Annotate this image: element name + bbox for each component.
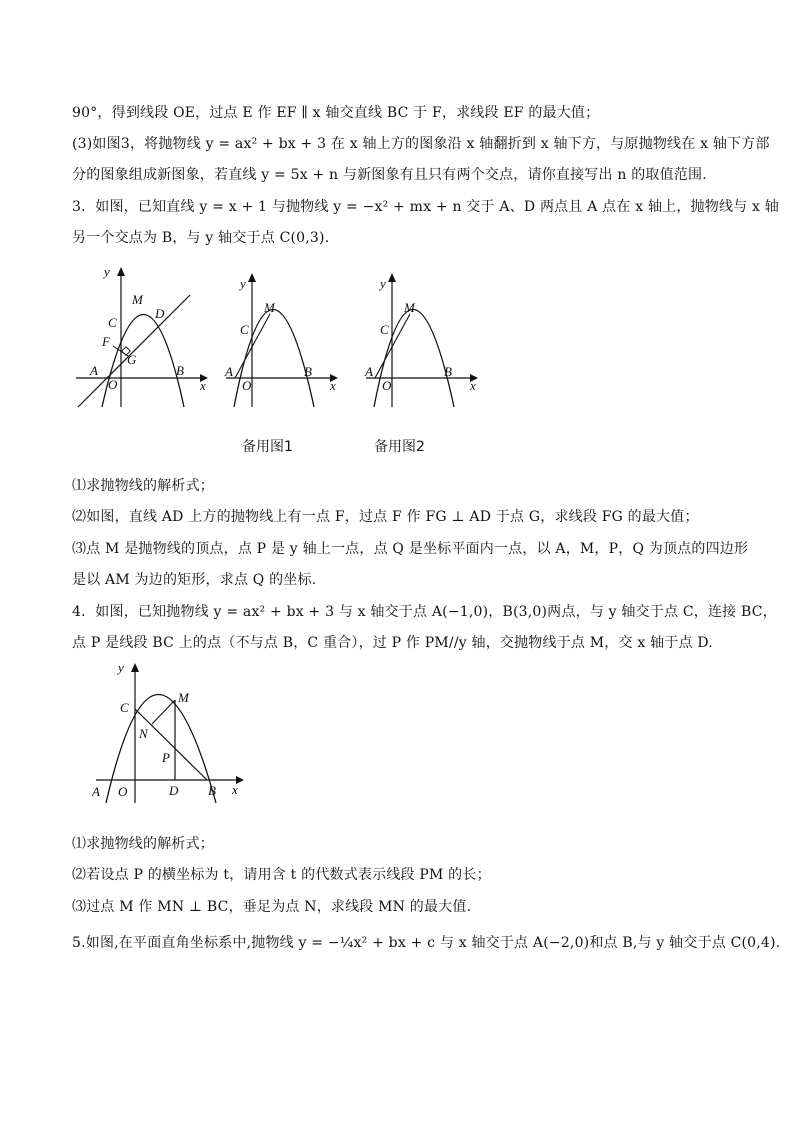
fig3-label-x: x xyxy=(200,378,206,393)
fig4-label-B: B xyxy=(208,783,216,798)
spare1-label-x: x xyxy=(330,378,336,393)
problem3-text-line2: 另一个交点为 B，与 y 轴交于点 C(0,3). xyxy=(72,230,330,246)
fig3-label-M: M xyxy=(132,292,143,307)
fig4-label-N: N xyxy=(139,726,148,741)
spare1-label-O: O xyxy=(242,378,252,393)
spare2-label-y: y xyxy=(380,276,386,291)
problem3-part3-line1: ⑶点 M 是抛物线的顶点，点 P 是 y 轴上一点，点 Q 是坐标平面内一点，以 A，M，P，Q 为顶点的四边形 xyxy=(72,541,749,557)
problem2-part3-line1: (3)如图3，将抛物线 y = ax² + bx + 3 在 x 轴上方的图象沿 x 轴翻折到 x 轴下方，与原抛物线在 x 轴下方部 xyxy=(72,136,770,152)
problem3-part2: ⑵如图，直线 AD 上方的抛物线上有一点 F，过点 F 作 FG ⊥ AD 于点 G，求线段 FG 的最大值； xyxy=(72,509,699,525)
problem5-text-line1: 5.如图,在平面直角坐标系中,抛物线 y = −¼x² + bx + c 与 x 轴交于点 A(−2,0)和点 B,与 y 轴交于点 C(0,4). xyxy=(72,935,781,951)
problem3-part1: ⑴求抛物线的解析式； xyxy=(72,478,214,494)
problem4-figure xyxy=(92,656,252,806)
fig4-label-A: A xyxy=(92,784,100,799)
spare2-label-A: A xyxy=(365,364,373,379)
spare2-label-C: C xyxy=(380,322,389,337)
fig4-label-M: M xyxy=(178,690,189,705)
fig4-label-O: O xyxy=(118,784,128,799)
fig3-label-D: D xyxy=(155,306,165,321)
problem3-spare-figure-1 xyxy=(222,272,342,412)
problem4-text-line1: 4．如图，已知抛物线 y = ax² + bx + 3 与 x 轴交于点 A(−1,0)，B(3,0)两点，与 y 轴交于点 C，连接 BC， xyxy=(72,604,777,620)
spare1-label-A: A xyxy=(225,364,233,379)
fig3-label-C: C xyxy=(108,315,117,330)
spare-figure-1-caption: 备用图1 xyxy=(242,439,293,455)
fig3-label-O: O xyxy=(108,377,118,392)
fig3-label-y: y xyxy=(104,264,110,279)
spare1-label-B: B xyxy=(304,364,312,379)
problem3-part3-line2: 是以 AM 为边的矩形，求点 Q 的坐标. xyxy=(72,572,317,588)
spare2-label-M: M xyxy=(404,300,415,315)
fig3-label-A: A xyxy=(90,363,98,378)
problem3-spare-figure-2 xyxy=(362,272,482,412)
problem3-text-line1: 3．如图，已知直线 y = x + 1 与抛物线 y = −x² + mx + n 交于 A、D 两点且 A 点在 x 轴上，抛物线与 x 轴 xyxy=(72,199,779,215)
fig3-label-B: B xyxy=(176,363,184,378)
fig4-label-D: D xyxy=(169,783,179,798)
spare1-label-y: y xyxy=(240,276,246,291)
fig4-label-P: P xyxy=(162,750,170,765)
spare1-label-M: M xyxy=(264,300,275,315)
problem4-text-line2: 点 P 是线段 BC 上的点（不与点 B，C 重合），过 P 作 PM//y 轴，交抛物线于点 M，交 x 轴于点 D. xyxy=(72,635,713,651)
fig4-label-x: x xyxy=(232,782,238,797)
problem4-part3: ⑶过点 M 作 MN ⊥ BC，垂足为点 N，求线段 MN 的最大值. xyxy=(72,899,472,915)
spare2-label-x: x xyxy=(470,378,476,393)
fig3-label-G: G xyxy=(127,352,137,367)
fig4-label-y: y xyxy=(118,660,124,675)
problem3-figure-main xyxy=(72,262,212,412)
spare1-label-C: C xyxy=(240,322,249,337)
problem4-part1: ⑴求抛物线的解析式； xyxy=(72,836,214,852)
problem2-part3-line2: 分的图象组成新图象，若直线 y = 5x + n 与新图象有且只有两个交点，请你直接写出 n 的取值范围. xyxy=(72,167,707,183)
problem2-text-line1: 90°，得到线段 OE，过点 E 作 EF ∥ x 轴交直线 BC 于 F，求线段 EF 的最大值； xyxy=(72,105,600,121)
spare2-label-B: B xyxy=(444,364,452,379)
fig4-label-C: C xyxy=(120,700,129,715)
fig3-label-F: F xyxy=(102,334,110,349)
spare2-label-O: O xyxy=(382,378,392,393)
spare-figure-2-caption: 备用图2 xyxy=(374,439,425,455)
problem4-part2: ⑵若设点 P 的横坐标为 t，请用含 t 的代数式表示线段 PM 的长； xyxy=(72,867,491,883)
